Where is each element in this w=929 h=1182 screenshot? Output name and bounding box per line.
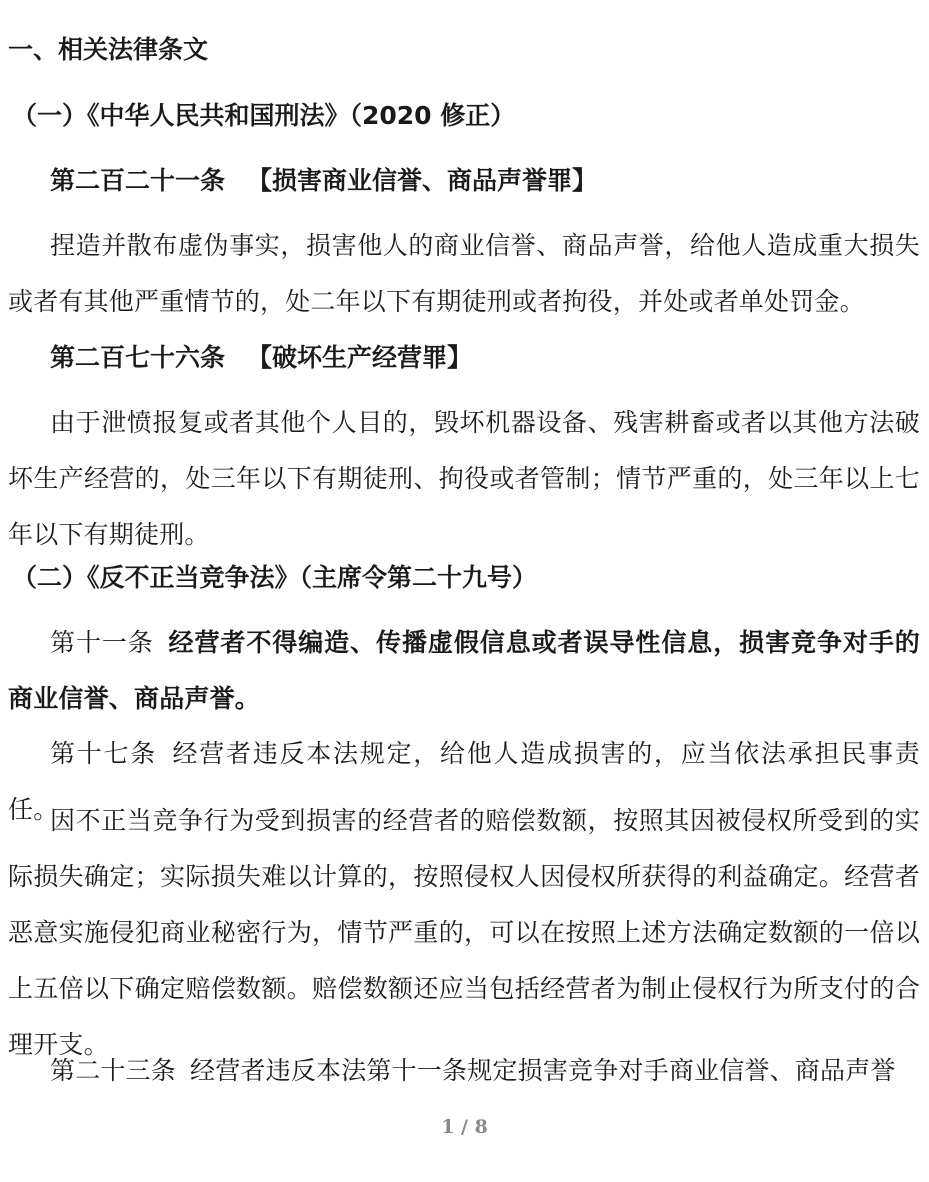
- law-heading-criminal-law: （一）《中华人民共和国刑法》（2020 修正）: [12, 101, 516, 130]
- article-221-title: [50, 161, 597, 201]
- article-23-paragraph: [8, 1043, 920, 1099]
- article-23-text: 经营者违反本法第十一条规定损害竞争对手商业信誉、商品声誉: [190, 1056, 896, 1085]
- article-17-text: 经营者违反本法规定，给他人造成损害的，应当依法承担民事责任。: [8, 739, 920, 824]
- article-276-crime: 【破坏生产经营罪】: [247, 343, 473, 372]
- article-276-title: [50, 338, 472, 378]
- article-17-paragraph-2: 因不正当竞争行为受到损害的经营者的赔偿数额，按照其因被侵权所受到的实际损失确定；实际损失难以计算的，按照侵权人因侵权所获得的利益确定。经营者恶意实施侵犯商业秘密行为，情节严重的，可以在按照上述方法确定数额的一倍以上五倍以下确定赔偿数额。赔偿数额还应当包括经营者为制止侵权行为所支付的合理开支。: [8, 806, 920, 1059]
- law-heading-anti-unfair-competition: （二）《反不正当竞争法》（主席令第二十九号）: [12, 563, 538, 592]
- article-221-text: 捏造并散布虚伪事实，损害他人的商业信誉、商品声誉，给他人造成重大损失或者有其他严重情节的，处二年以下有期徒刑或者拘役，并处或者单处罚金。: [8, 231, 920, 316]
- article-17-number: 第十七条: [50, 739, 157, 768]
- article-11-number: 第十一条: [50, 628, 154, 657]
- section-title: 一、相关法律条文: [8, 35, 209, 64]
- article-221-crime: 【损害商业信誉、商品声誉罪】: [247, 166, 598, 195]
- article-11-paragraph: [8, 615, 920, 727]
- article-276-text: 由于泄愤报复或者其他个人目的，毁坏机器设备、残害耕畜或者以其他方法破坏生产经营的，处三年以下有期徒刑、拘役或者管制；情节严重的，处三年以上七年以下有期徒刑。: [8, 408, 920, 549]
- article-276-number: 第二百七十六条: [50, 343, 226, 372]
- page-indicator: 1 / 8: [441, 1116, 488, 1138]
- article-221-number: 第二百二十一条: [50, 166, 226, 195]
- article-11-text: 经营者不得编造、传播虚假信息或者误导性信息，损害竞争对手的商业信誉、商品声誉。: [8, 628, 920, 713]
- article-23-number: 第二十三条: [50, 1056, 177, 1085]
